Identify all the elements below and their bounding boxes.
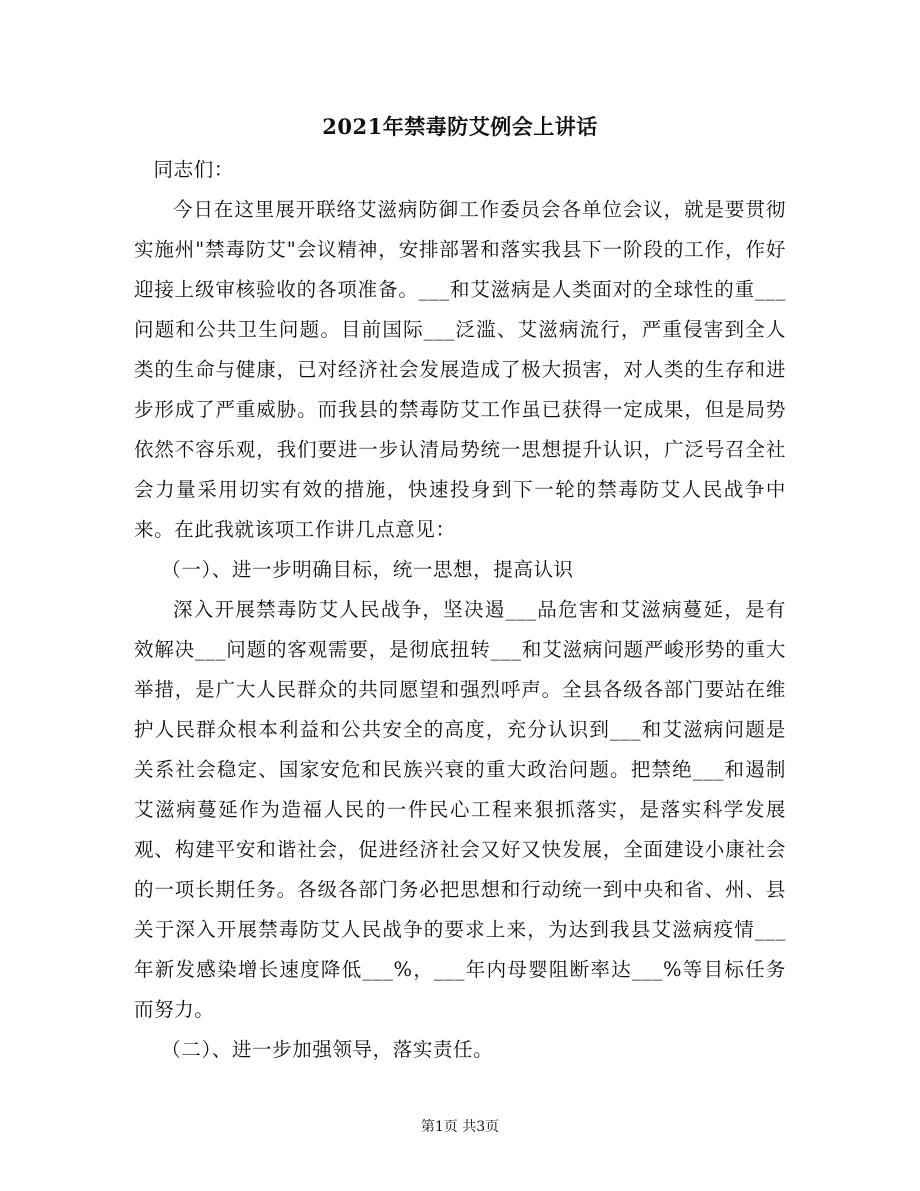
section-heading-1: （一）、进一步明确目标，统一思想，提高认识	[161, 558, 574, 581]
intro-paragraph: 今日在这里展开联络艾滋病防御工作委员会各单位会议，就是要贯彻实施州"禁毒防艾"会议精神，安排部署和落实我县下一阶段的工作，作好迎接上级审核验收的各项准备。___和艾滋病是人类面对的全球性的重___问题和公共卫生问题。目前国际___泛滥、艾滋病流行，严重侵害到全人类的生命与健康，已对经济社会发展造成了极大损害，对人类的生存和进步形成了严重威胁。而我县的禁毒防艾工作虽已获得一定成果，但是局势依然不容乐观，我们要进一步认清局势统一思想提升认识，广泛号召全社会力量采用切实有效的措施，快速投身到下一轮的禁毒防艾人民战争中来。在此我就该项工作讲几点意见：	[134, 198, 786, 541]
section-1-paragraph: 深入开展禁毒防艾人民战争，坚决遏___品危害和艾滋病蔓延，是有效解决___问题的客观需要，是彻底扭转___和艾滋病问题严峻形势的重大举措，是广大人民群众的共同愿望和强烈呼声。全县各级各部门要站在维护人民群众根本利益和公共安全的高度，充分认识到___和艾滋病问题是关系社会稳定、国家安危和民族兴衰的重大政治问题。把禁绝___和遏制艾滋病蔓延作为造福人民的一件民心工程来狠抓落实，是落实科学发展观、构建平安和谐社会，促进经济社会又好又快发展，全面建设小康社会的一项长期任务。各级各部门务必把思想和行动统一到中央和省、州、县关于深入开展禁毒防艾人民战争的要求上来，为达到我县艾滋病疫情___年新发感染增长速度降低___%，___年内母婴阻断率达___%等目标任务而努力。	[134, 598, 786, 1021]
page-footer: 第1页 共3页	[420, 1119, 500, 1135]
document-body	[134, 150, 786, 1070]
section-heading-2: （二）、进一步加强领导，落实责任。	[161, 1038, 494, 1061]
salutation: 同志们：	[153, 158, 234, 181]
page-title: 2021年禁毒防艾例会上讲话	[322, 114, 598, 139]
